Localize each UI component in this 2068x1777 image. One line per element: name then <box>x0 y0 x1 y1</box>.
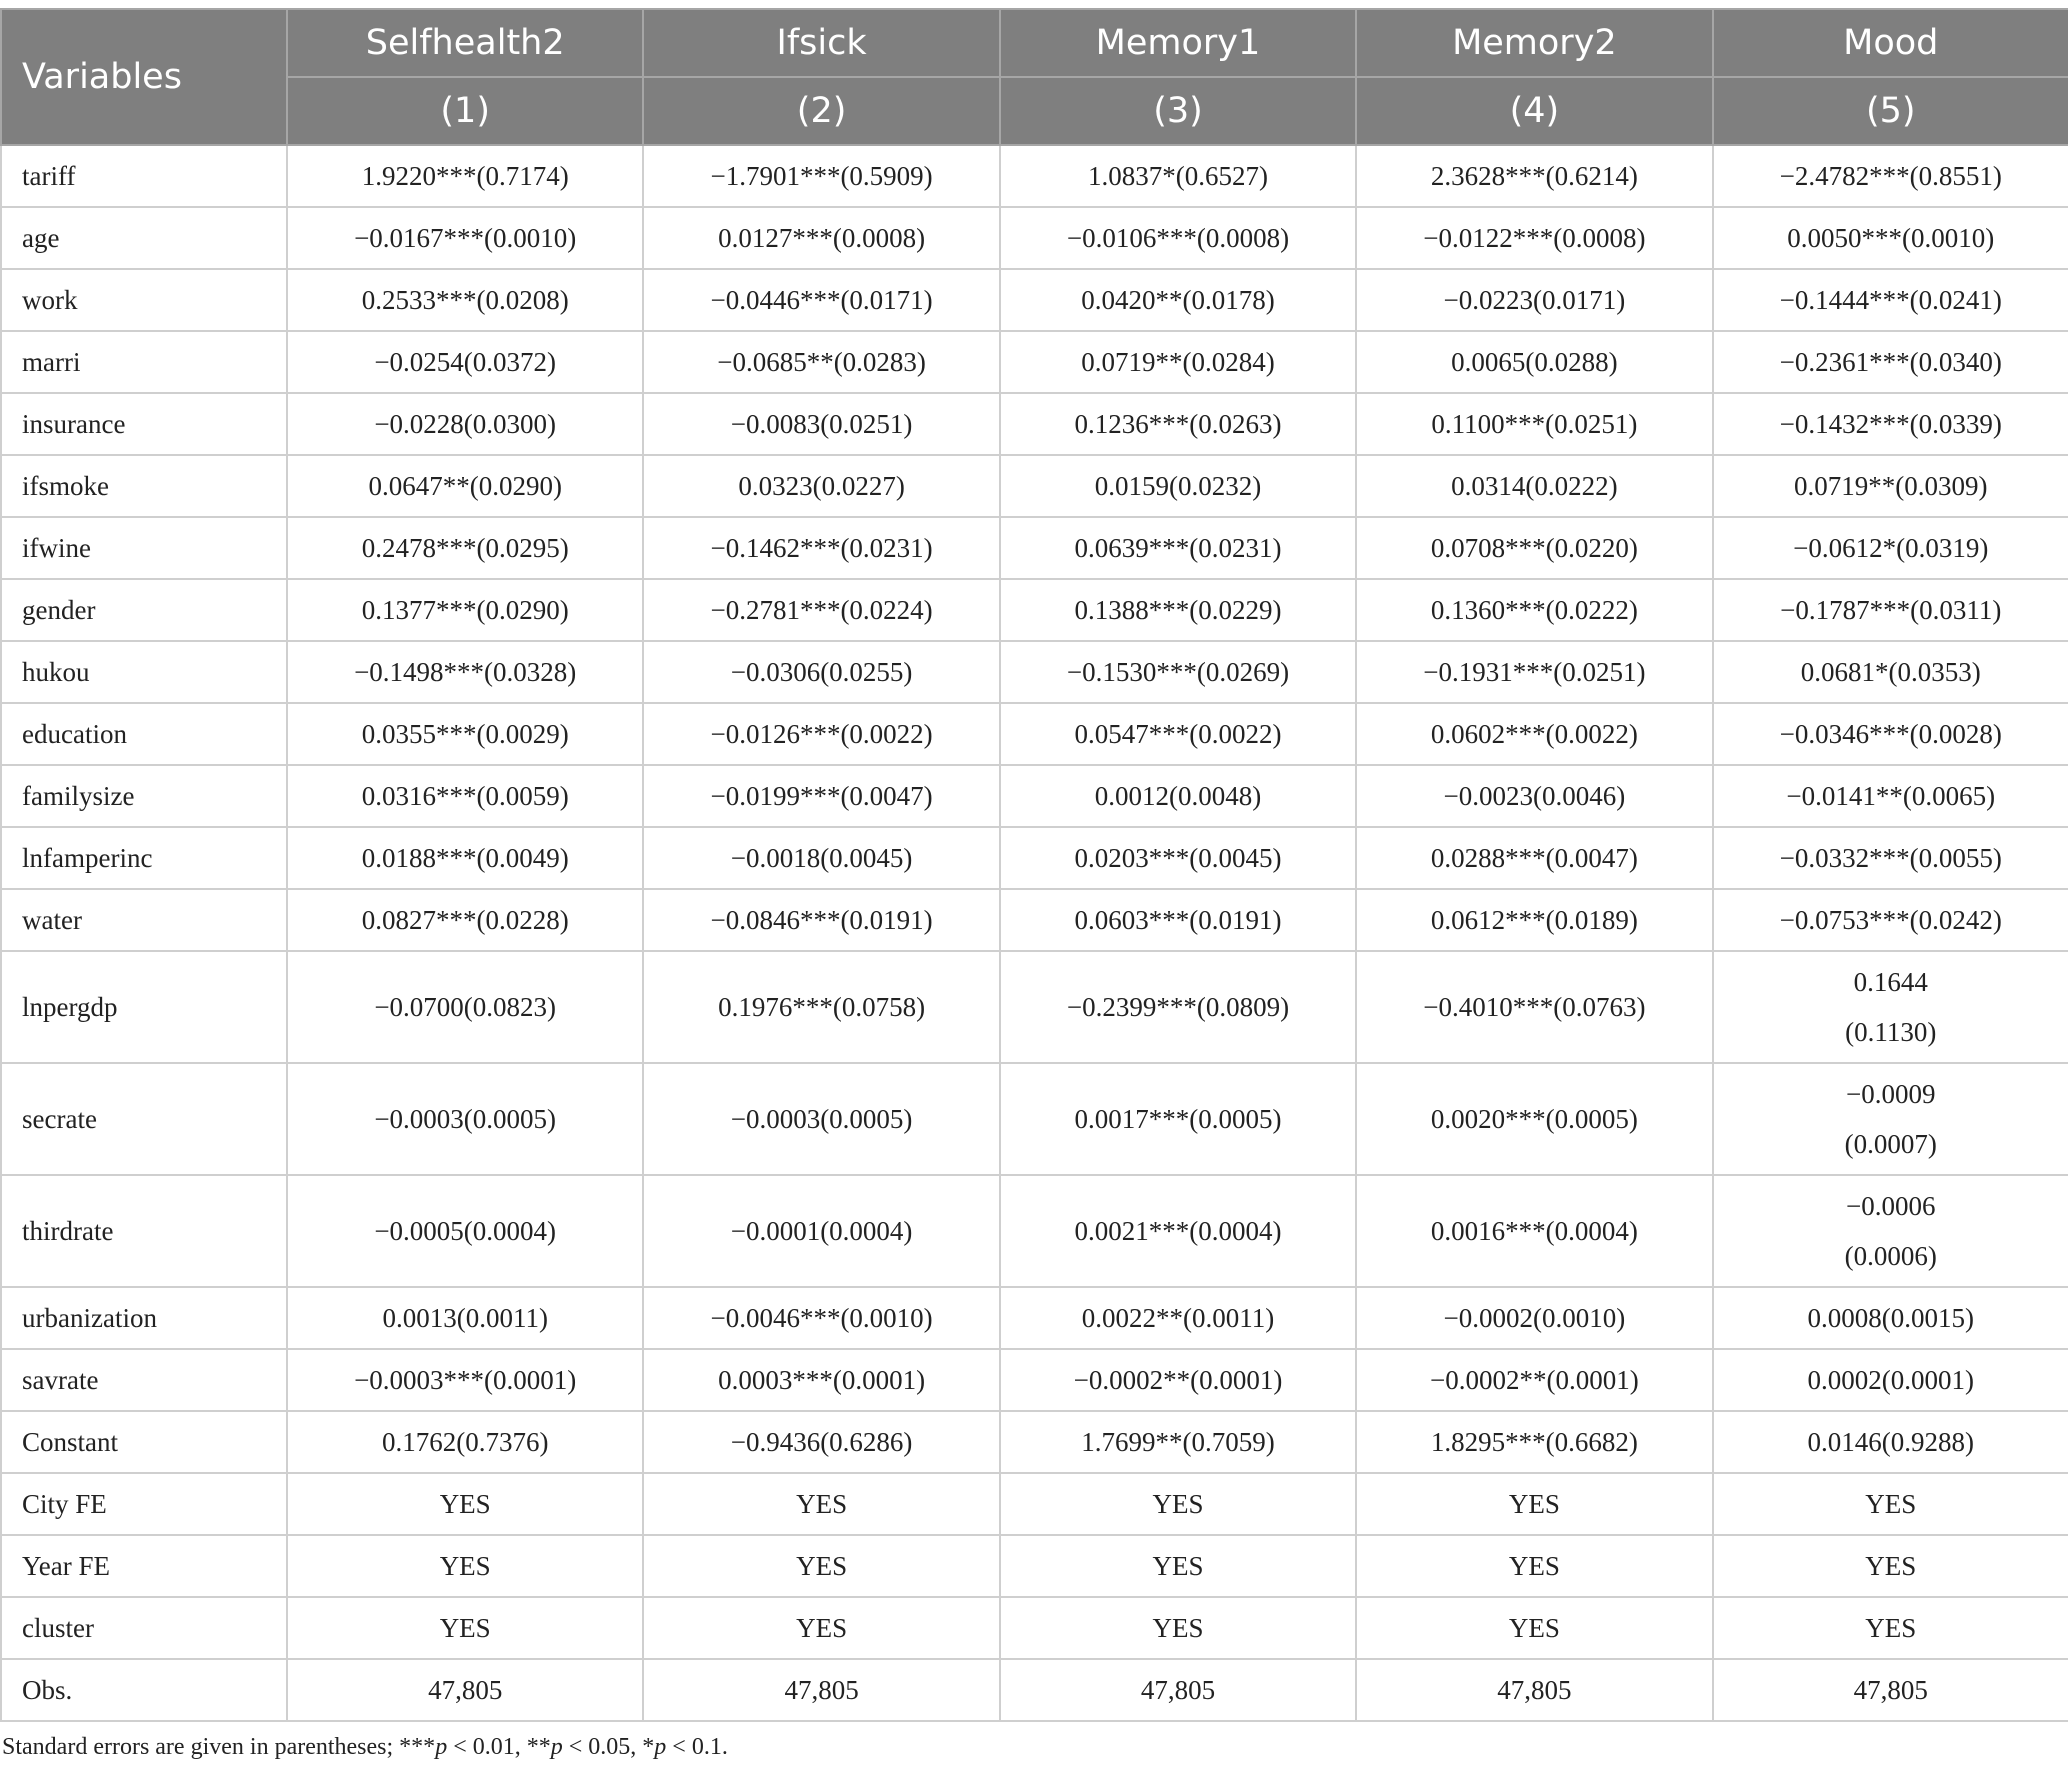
coefficient-cell: −0.0700(0.0823) <box>287 951 643 1063</box>
table-row <box>1 1175 2068 1287</box>
coefficient-cell: 0.0288***(0.0047) <box>1356 827 1712 889</box>
coefficient-cell: −0.0003***(0.0001) <box>287 1349 643 1411</box>
coefficient-cell: 0.0603***(0.0191) <box>1000 889 1356 951</box>
std-error-line: (0.1130) <box>1845 1017 1937 1047</box>
table-row <box>1 207 2068 269</box>
coefficient-cell: YES <box>1713 1597 2068 1659</box>
coefficient-cell: 0.0003***(0.0001) <box>643 1349 999 1411</box>
column-number: (5) <box>1713 77 2068 145</box>
variable-name: ifsmoke <box>1 455 287 517</box>
variable-name: familysize <box>1 765 287 827</box>
coefficient-cell: YES <box>287 1473 643 1535</box>
coefficient-cell: 0.0639***(0.0231) <box>1000 517 1356 579</box>
variable-name: hukou <box>1 641 287 703</box>
table-row <box>1 269 2068 331</box>
column-name: Memory2 <box>1356 9 1712 77</box>
table-row <box>1 1659 2068 1721</box>
coefficient-cell: −0.0846***(0.0191) <box>643 889 999 951</box>
variable-name: cluster <box>1 1597 287 1659</box>
table-row <box>1 889 2068 951</box>
table-row <box>1 951 2068 1063</box>
coefficient-cell: 0.0612***(0.0189) <box>1356 889 1712 951</box>
coefficient-cell: 0.0681*(0.0353) <box>1713 641 2068 703</box>
header-row-numbers <box>1 77 2068 145</box>
coefficient-cell: 47,805 <box>1000 1659 1356 1721</box>
coefficient-cell: 1.9220***(0.7174) <box>287 145 643 207</box>
table-row <box>1 641 2068 703</box>
coefficient-cell: 0.1976***(0.0758) <box>643 951 999 1063</box>
variable-name: savrate <box>1 1349 287 1411</box>
coefficient-cell: 0.1762(0.7376) <box>287 1411 643 1473</box>
coefficient-cell: YES <box>643 1597 999 1659</box>
variable-name: education <box>1 703 287 765</box>
column-number: (3) <box>1000 77 1356 145</box>
table-row <box>1 1287 2068 1349</box>
coefficient-cell: 0.0008(0.0015) <box>1713 1287 2068 1349</box>
variable-name: Constant <box>1 1411 287 1473</box>
coefficient-cell: −0.0254(0.0372) <box>287 331 643 393</box>
coefficient-cell: 0.0012(0.0048) <box>1000 765 1356 827</box>
footnote-text: < 0.1. <box>666 1734 728 1760</box>
coefficient-cell: 0.1388***(0.0229) <box>1000 579 1356 641</box>
coefficient-cell: 0.0002(0.0001) <box>1713 1349 2068 1411</box>
coefficient-cell: 0.0719**(0.0309) <box>1713 455 2068 517</box>
coefficient-cell: −0.0005(0.0004) <box>287 1175 643 1287</box>
coefficient-cell: −0.0199***(0.0047) <box>643 765 999 827</box>
table-row <box>1 455 2068 517</box>
variable-name: marri <box>1 331 287 393</box>
coefficient-cell <box>1713 951 2068 1063</box>
coefficient-cell: 0.0719**(0.0284) <box>1000 331 1356 393</box>
coefficient-cell: −0.0753***(0.0242) <box>1713 889 2068 951</box>
coefficient-cell: 0.0420**(0.0178) <box>1000 269 1356 331</box>
coefficient-cell: −0.0346***(0.0028) <box>1713 703 2068 765</box>
table-header <box>1 9 2068 145</box>
coefficient-cell: −0.0106***(0.0008) <box>1000 207 1356 269</box>
variable-name: thirdrate <box>1 1175 287 1287</box>
coefficient-cell: 0.0602***(0.0022) <box>1356 703 1712 765</box>
coefficient-cell: YES <box>1000 1597 1356 1659</box>
coefficient-cell: 0.0021***(0.0004) <box>1000 1175 1356 1287</box>
table-footnote <box>2 1734 728 1761</box>
coefficient-cell: −0.0046***(0.0010) <box>643 1287 999 1349</box>
coefficient-cell: 0.0708***(0.0220) <box>1356 517 1712 579</box>
coefficient-line: −0.0006 <box>1846 1191 1936 1221</box>
coefficient-cell: −0.0002**(0.0001) <box>1356 1349 1712 1411</box>
coefficient-cell: −0.1498***(0.0328) <box>287 641 643 703</box>
coefficient-cell: −0.0167***(0.0010) <box>287 207 643 269</box>
coefficient-cell: 2.3628***(0.6214) <box>1356 145 1712 207</box>
coefficient-cell: 0.1100***(0.0251) <box>1356 393 1712 455</box>
coefficient-cell: −0.0002**(0.0001) <box>1000 1349 1356 1411</box>
variable-name: ifwine <box>1 517 287 579</box>
variables-header: Variables <box>1 9 287 145</box>
coefficient-cell: 0.0323(0.0227) <box>643 455 999 517</box>
header-row-names <box>1 9 2068 77</box>
coefficient-cell: 0.0159(0.0232) <box>1000 455 1356 517</box>
coefficient-cell: −0.0228(0.0300) <box>287 393 643 455</box>
variable-name: water <box>1 889 287 951</box>
table-row <box>1 1597 2068 1659</box>
coefficient-cell: 0.0050***(0.0010) <box>1713 207 2068 269</box>
coefficient-line: −0.0009 <box>1846 1079 1936 1109</box>
coefficient-cell: 0.1236***(0.0263) <box>1000 393 1356 455</box>
table-row <box>1 517 2068 579</box>
coefficient-cell: 1.7699**(0.7059) <box>1000 1411 1356 1473</box>
coefficient-cell: −0.1931***(0.0251) <box>1356 641 1712 703</box>
footnote-text: Standard errors are given in parentheses; *** <box>2 1734 436 1760</box>
variable-name: work <box>1 269 287 331</box>
coefficient-cell: 0.1360***(0.0222) <box>1356 579 1712 641</box>
table-body <box>1 145 2068 1721</box>
regression-table <box>0 8 2068 1722</box>
table-row <box>1 145 2068 207</box>
table-row <box>1 393 2068 455</box>
variable-name: secrate <box>1 1063 287 1175</box>
column-name: Memory1 <box>1000 9 1356 77</box>
coefficient-cell: 0.0647**(0.0290) <box>287 455 643 517</box>
coefficient-cell: 0.0016***(0.0004) <box>1356 1175 1712 1287</box>
coefficient-cell: YES <box>643 1535 999 1597</box>
footnote-p: p <box>550 1734 563 1760</box>
variable-name: age <box>1 207 287 269</box>
std-error-line: (0.0007) <box>1844 1129 1937 1159</box>
footnote-p: p <box>654 1734 667 1760</box>
coefficient-cell: −0.1787***(0.0311) <box>1713 579 2068 641</box>
coefficient-cell: 47,805 <box>643 1659 999 1721</box>
coefficient-cell: −0.2781***(0.0224) <box>643 579 999 641</box>
coefficient-cell <box>1713 1175 2068 1287</box>
coefficient-cell: 0.0146(0.9288) <box>1713 1411 2068 1473</box>
coefficient-cell: −1.7901***(0.5909) <box>643 145 999 207</box>
coefficient-cell: 0.0316***(0.0059) <box>287 765 643 827</box>
table-row <box>1 765 2068 827</box>
coefficient-cell: YES <box>1356 1473 1712 1535</box>
coefficient-cell: YES <box>643 1473 999 1535</box>
coefficient-cell: 0.0355***(0.0029) <box>287 703 643 765</box>
variable-name: lnfamperinc <box>1 827 287 889</box>
variable-name: insurance <box>1 393 287 455</box>
coefficient-cell: 47,805 <box>1713 1659 2068 1721</box>
coefficient-cell: −0.1432***(0.0339) <box>1713 393 2068 455</box>
column-number: (2) <box>643 77 999 145</box>
coefficient-cell: YES <box>1356 1535 1712 1597</box>
coefficient-cell: 0.0203***(0.0045) <box>1000 827 1356 889</box>
column-name: Selfhealth2 <box>287 9 643 77</box>
coefficient-cell <box>1713 1063 2068 1175</box>
coefficient-cell: −0.2399***(0.0809) <box>1000 951 1356 1063</box>
coefficient-cell: 0.0020***(0.0005) <box>1356 1063 1712 1175</box>
coefficient-cell: 47,805 <box>287 1659 643 1721</box>
table-row <box>1 579 2068 641</box>
table-row <box>1 331 2068 393</box>
table-row <box>1 827 2068 889</box>
table-row <box>1 703 2068 765</box>
coefficient-cell: 0.0022**(0.0011) <box>1000 1287 1356 1349</box>
variable-name: City FE <box>1 1473 287 1535</box>
footnote-p: p <box>435 1734 448 1760</box>
coefficient-cell: −0.0083(0.0251) <box>643 393 999 455</box>
coefficient-cell: 0.0127***(0.0008) <box>643 207 999 269</box>
variable-name: lnpergdp <box>1 951 287 1063</box>
coefficient-cell: −0.0612*(0.0319) <box>1713 517 2068 579</box>
coefficient-cell: 0.0827***(0.0228) <box>287 889 643 951</box>
coefficient-cell: YES <box>287 1535 643 1597</box>
coefficient-cell: −0.0685**(0.0283) <box>643 331 999 393</box>
coefficient-cell: −0.0141**(0.0065) <box>1713 765 2068 827</box>
footnote-text: < 0.01, ** <box>447 1734 551 1760</box>
coefficient-cell: −0.0446***(0.0171) <box>643 269 999 331</box>
coefficient-cell: 0.0547***(0.0022) <box>1000 703 1356 765</box>
coefficient-cell: 47,805 <box>1356 1659 1712 1721</box>
coefficient-cell: 0.0314(0.0222) <box>1356 455 1712 517</box>
std-error-line: (0.0006) <box>1844 1241 1937 1271</box>
coefficient-cell: −0.0023(0.0046) <box>1356 765 1712 827</box>
column-number: (1) <box>287 77 643 145</box>
coefficient-cell: 0.0013(0.0011) <box>287 1287 643 1349</box>
column-name: Mood <box>1713 9 2068 77</box>
coefficient-cell: 0.2533***(0.0208) <box>287 269 643 331</box>
table-row <box>1 1411 2068 1473</box>
coefficient-cell: 0.1377***(0.0290) <box>287 579 643 641</box>
coefficient-cell: −0.1530***(0.0269) <box>1000 641 1356 703</box>
coefficient-cell: YES <box>1000 1535 1356 1597</box>
coefficient-cell: YES <box>1356 1597 1712 1659</box>
coefficient-cell: −0.0003(0.0005) <box>287 1063 643 1175</box>
coefficient-cell: 0.0017***(0.0005) <box>1000 1063 1356 1175</box>
coefficient-cell: −0.1444***(0.0241) <box>1713 269 2068 331</box>
column-name: Ifsick <box>643 9 999 77</box>
table-row <box>1 1349 2068 1411</box>
coefficient-cell: −0.0126***(0.0022) <box>643 703 999 765</box>
coefficient-cell: 0.0065(0.0288) <box>1356 331 1712 393</box>
variable-name: Obs. <box>1 1659 287 1721</box>
coefficient-cell: −0.4010***(0.0763) <box>1356 951 1712 1063</box>
coefficient-line: 0.1644 <box>1853 967 1928 997</box>
coefficient-cell: −0.0332***(0.0055) <box>1713 827 2068 889</box>
coefficient-cell: −0.0223(0.0171) <box>1356 269 1712 331</box>
coefficient-cell: −0.9436(0.6286) <box>643 1411 999 1473</box>
coefficient-cell: YES <box>1713 1473 2068 1535</box>
coefficient-cell: YES <box>287 1597 643 1659</box>
coefficient-cell: −2.4782***(0.8551) <box>1713 145 2068 207</box>
table-row <box>1 1063 2068 1175</box>
coefficient-cell: −0.0001(0.0004) <box>643 1175 999 1287</box>
coefficient-cell: −0.0018(0.0045) <box>643 827 999 889</box>
variable-name: tariff <box>1 145 287 207</box>
coefficient-cell: −0.0122***(0.0008) <box>1356 207 1712 269</box>
variable-name: Year FE <box>1 1535 287 1597</box>
coefficient-cell: −0.1462***(0.0231) <box>643 517 999 579</box>
coefficient-cell: 0.2478***(0.0295) <box>287 517 643 579</box>
coefficient-cell: −0.0003(0.0005) <box>643 1063 999 1175</box>
table-row <box>1 1473 2068 1535</box>
coefficient-cell: −0.2361***(0.0340) <box>1713 331 2068 393</box>
variable-name: urbanization <box>1 1287 287 1349</box>
coefficient-cell: 1.8295***(0.6682) <box>1356 1411 1712 1473</box>
coefficient-cell: −0.0306(0.0255) <box>643 641 999 703</box>
column-number: (4) <box>1356 77 1712 145</box>
table-row <box>1 1535 2068 1597</box>
coefficient-cell: 1.0837*(0.6527) <box>1000 145 1356 207</box>
footnote-text: < 0.05, * <box>562 1734 655 1760</box>
coefficient-cell: −0.0002(0.0010) <box>1356 1287 1712 1349</box>
coefficient-cell: YES <box>1713 1535 2068 1597</box>
variable-name: gender <box>1 579 287 641</box>
coefficient-cell: YES <box>1000 1473 1356 1535</box>
coefficient-cell: 0.0188***(0.0049) <box>287 827 643 889</box>
